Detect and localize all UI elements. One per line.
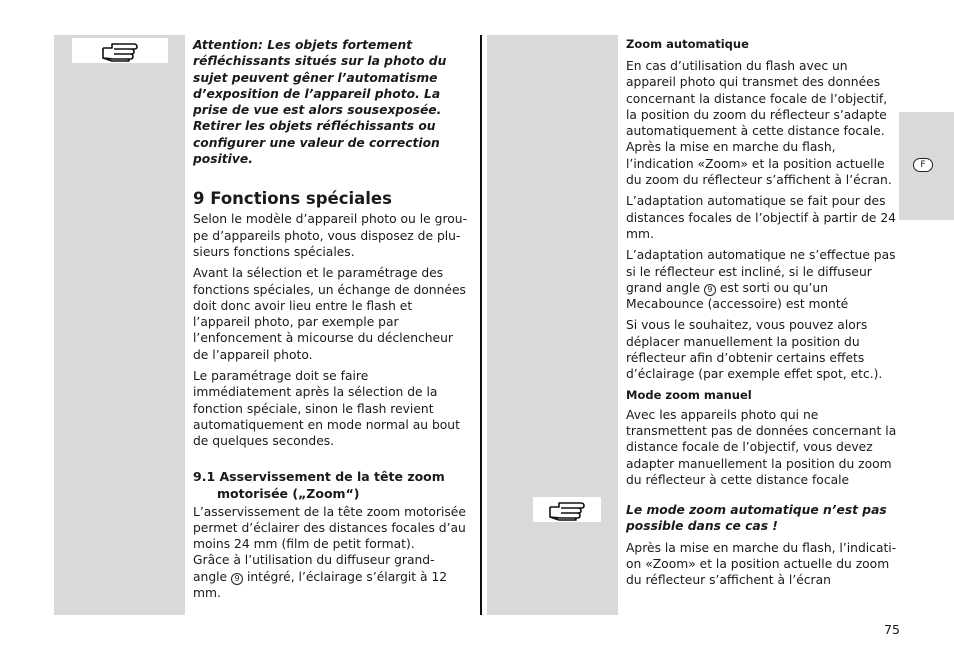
paragraph-text: L’adaptation automatique ne s’effectue pas si le réflecteur est incliné, si le diffuseur grand angle [626, 248, 896, 295]
pointing-hand-icon [100, 40, 140, 62]
subsection-heading-line2: motorisée („Zoom“) [217, 485, 360, 501]
note-marker-right [533, 497, 601, 522]
right-text-column [626, 37, 898, 594]
heading-zoom-manual: Mode zoom manuel [626, 387, 752, 402]
paragraph-text: intégré, l’éclairage s’élargit à 12 mm. [193, 569, 448, 601]
heading-zoom-auto: Zoom automatique [626, 37, 749, 51]
reference-number-9: 9 [704, 284, 716, 296]
subsection-heading-line1: 9.1 Asservissement de la tête zoom [193, 468, 445, 484]
paragraph: Selon le modèle d’appareil photo ou le groupe d’appareils photo, vous disposez de plusieurs fonctions spéciales. [193, 212, 467, 259]
left-text-column [193, 37, 468, 601]
note-marker-left [72, 38, 168, 63]
left-margin-column [54, 35, 185, 615]
paragraph: Le paramétrage doit se faire immédiatement après la sélection de la fonction spéciale, sinon le flash revient automatiquement en mode normal au bout de quelques secondes. [193, 369, 460, 449]
paragraph-text: Grâce à l’utilisation du diffuseur grand-angle [193, 553, 435, 584]
paragraph: Si vous le souhaitez, vous pouvez alors déplacer manuellement la position du réflecteur afin d’obtenir certains effets d’éclairage (par exemple effet spot, etc.). [626, 318, 883, 382]
paragraph: Avec les appareils photo qui ne transmettent pas de données concernant la distance focale de l’objectif, vous devez adapter manuellement la position du zoom du réflecteur à cette distance focale [626, 407, 897, 487]
page-number: 75 [884, 622, 900, 637]
paragraph [193, 504, 468, 602]
pointing-hand-icon [547, 499, 587, 521]
paragraph: Après la mise en marche du flash, l’indication «Zoom» et la position actuelle du zoom du réflecteur s’affichent à l’écran [626, 540, 897, 588]
language-tab-label: F [913, 158, 933, 172]
paragraph [626, 247, 898, 312]
paragraph: En cas d’utilisation du flash avec un appareil photo qui transmet des données concernant la distance focale de l’objectif, la position du zoom du réflecteur s’adapte automatiquement à cette distance focale. Après la mise en marche du flash, l’indication «Zoom» et la position actuelle du zoom du réflecteur s’affichent à l’écran. [626, 59, 892, 188]
subsection-heading [193, 468, 468, 502]
paragraph-text: est sorti ou qu’un Mecabounce (accessoire) est monté [626, 280, 849, 312]
paragraph: Avant la sélection et le paramétrage des fonctions spéciales, un échange de données doit donc avoir lieu entre le flash et l’appareil photo, par exemple par l’enfoncement à micourse du déclencheur de l’appareil photo. [193, 266, 466, 362]
column-divider [480, 35, 482, 615]
section-heading: 9 Fonctions spéciales [193, 189, 392, 209]
right-margin-column [487, 35, 618, 615]
paragraph: L’adaptation automatique se fait pour des distances focales de l’objectif à partir de 24 mm. [626, 194, 896, 241]
reference-number-9: 9 [231, 573, 243, 585]
paragraph-text: L’asservissement de la tête zoom motorisée permet d’éclairer des distances focales d’au moins 24 mm (film de petit format). [193, 504, 466, 552]
attention-warning: Attention: Les objets fortement réfléchissants situés sur la photo du sujet peuvent gêner l’automatisme d’exposition de l’appareil photo. La prise de vue est alors sousexposée. Retirer les objets réfléchissants ou configurer une valeur de correction positive. [193, 38, 447, 167]
manual-mode-warning: Le mode zoom automatique n’est pas possible dans ce cas ! [626, 503, 887, 534]
